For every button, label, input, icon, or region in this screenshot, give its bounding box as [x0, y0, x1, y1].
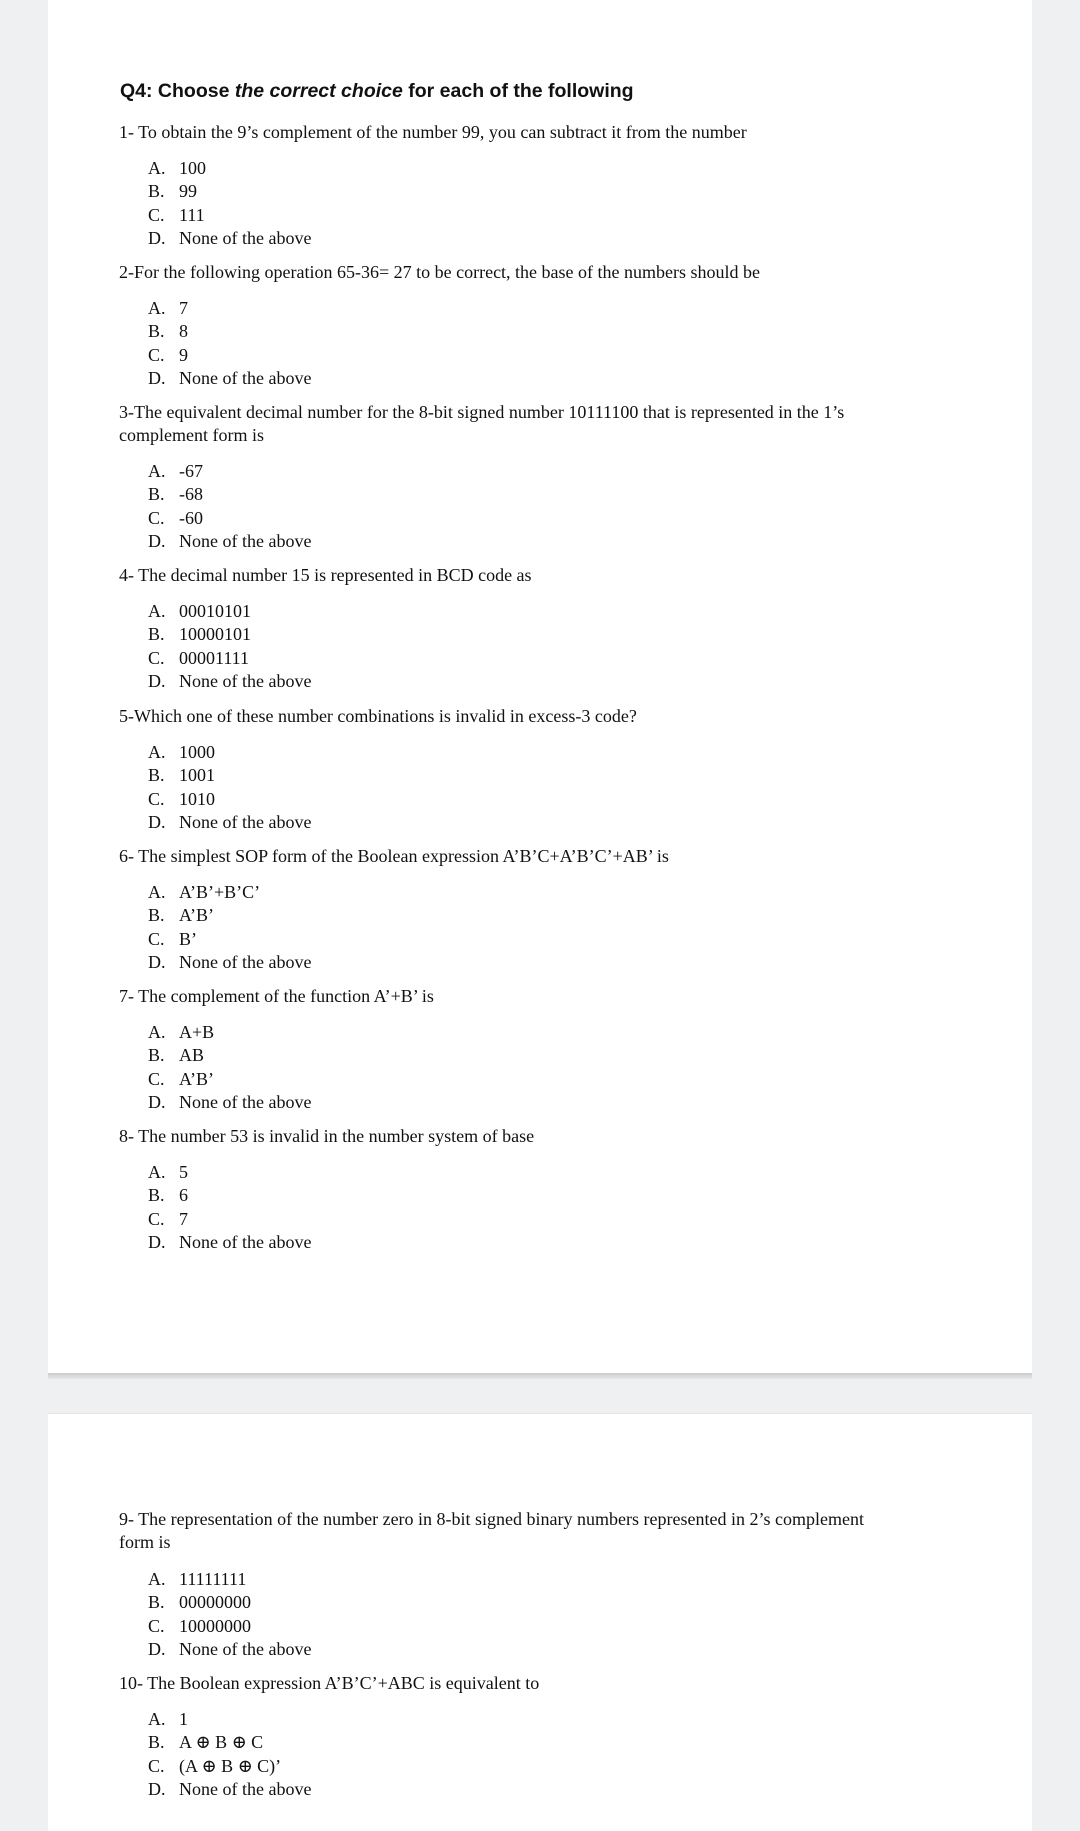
option-letter: D.	[148, 1778, 166, 1799]
answer-option	[148, 600, 311, 623]
answer-option	[148, 367, 311, 390]
option-list	[148, 1161, 311, 1254]
option-letter: A.	[148, 1162, 166, 1182]
option-letter: C.	[148, 1208, 165, 1229]
option-text: 8	[179, 321, 188, 342]
option-text: 5	[179, 1162, 188, 1182]
question-text: 6- The simplest SOP form of the Boolean expression A’B’C+A’B’C’+AB’ is	[119, 846, 669, 866]
option-letter: B.	[148, 1592, 165, 1613]
option-text: A’B’	[179, 905, 214, 926]
option-text: -60	[179, 507, 203, 528]
answer-option	[148, 811, 311, 834]
option-text: 1	[179, 1709, 188, 1729]
answer-option	[148, 1091, 311, 1114]
option-text: 11111111	[179, 1569, 247, 1589]
option-list	[148, 881, 311, 974]
option-text: 111	[179, 204, 205, 225]
option-text: -67	[179, 461, 203, 481]
option-letter: C.	[148, 507, 165, 528]
option-list	[148, 1708, 311, 1801]
option-text: 1001	[179, 765, 215, 786]
option-text: 1000	[179, 742, 215, 762]
option-letter: A.	[148, 742, 166, 762]
answer-option	[148, 1208, 311, 1231]
heading-suffix: for each of the following	[402, 80, 634, 102]
option-text: 10000000	[179, 1615, 251, 1636]
option-letter: D.	[148, 811, 166, 832]
option-letter: A.	[148, 298, 166, 318]
answer-option	[148, 1231, 311, 1254]
option-letter: B.	[148, 1732, 165, 1753]
option-text: A ⊕ B ⊕ C	[179, 1732, 264, 1753]
answer-option	[148, 670, 311, 693]
answer-option	[148, 344, 311, 367]
answer-option	[148, 951, 311, 974]
option-text: 100	[179, 158, 206, 178]
option-letter: B.	[148, 624, 165, 645]
answer-option	[148, 483, 311, 506]
option-text: -68	[179, 484, 203, 505]
answer-option	[148, 1731, 311, 1754]
option-list	[148, 460, 311, 553]
option-letter: D.	[148, 227, 166, 248]
option-text: None of the above	[179, 367, 312, 388]
option-list	[148, 741, 311, 834]
answer-option	[148, 507, 311, 530]
option-letter: A.	[148, 461, 166, 481]
option-text: None of the above	[179, 1778, 312, 1799]
answer-option	[148, 204, 311, 227]
option-letter: A.	[148, 882, 166, 902]
option-text: None of the above	[179, 530, 312, 551]
answer-option	[148, 741, 311, 764]
question-text: 9- The representation of the number zero in 8-bit signed binary numbers represented in 2’s complement form is	[119, 1509, 864, 1552]
section-heading	[120, 80, 634, 103]
heading-prefix: Q4: Choose	[120, 80, 235, 102]
answer-option	[148, 460, 311, 483]
option-letter: D.	[148, 1091, 166, 1112]
answer-option	[148, 881, 311, 904]
option-text: 1010	[179, 788, 215, 809]
answer-option	[148, 227, 311, 250]
option-list	[148, 297, 311, 390]
answer-option	[148, 1755, 311, 1778]
option-list	[148, 1568, 311, 1661]
question-text: 1- To obtain the 9’s complement of the number 99, you can subtract it from the number	[119, 122, 747, 142]
option-list	[148, 157, 311, 250]
option-text: 6	[179, 1185, 188, 1206]
option-letter: C.	[148, 204, 165, 225]
answer-option	[148, 904, 311, 927]
question-text: 5-Which one of these number combinations is invalid in excess-3 code?	[119, 706, 637, 726]
option-letter: D.	[148, 1231, 166, 1252]
answer-option	[148, 1615, 311, 1638]
option-list	[148, 600, 311, 693]
option-letter: A.	[148, 601, 166, 621]
answer-option	[148, 530, 311, 553]
option-letter: B.	[148, 321, 165, 342]
answer-option	[148, 1778, 311, 1801]
option-letter: B.	[148, 1185, 165, 1206]
answer-option	[148, 788, 311, 811]
option-letter: B.	[148, 484, 165, 505]
option-text: A’B’	[179, 1068, 214, 1089]
option-text: B’	[179, 928, 197, 949]
answer-option	[148, 297, 311, 320]
option-letter: C.	[148, 1615, 165, 1636]
question-text: 8- The number 53 is invalid in the number system of base	[119, 1126, 535, 1146]
option-letter: C.	[148, 788, 165, 809]
option-text: None of the above	[179, 951, 312, 972]
option-text: A’B’+B’C’	[179, 882, 261, 902]
option-text: 00001111	[179, 647, 249, 668]
answer-option	[148, 1708, 311, 1731]
answer-option	[148, 1068, 311, 1091]
question-text: 7- The complement of the function A’+B’ is	[119, 986, 434, 1006]
option-letter: C.	[148, 1068, 165, 1089]
answer-option	[148, 1638, 311, 1661]
answer-option	[148, 928, 311, 951]
option-text: None of the above	[179, 1231, 312, 1252]
option-letter: D.	[148, 367, 166, 388]
answer-option	[148, 180, 311, 203]
answer-option	[148, 157, 311, 180]
option-text: 00010101	[179, 601, 251, 621]
option-letter: D.	[148, 1638, 166, 1659]
option-letter: B.	[148, 905, 165, 926]
option-text: None of the above	[179, 811, 312, 832]
option-list	[148, 1021, 311, 1114]
option-text: 7	[179, 1208, 188, 1229]
option-letter: D.	[148, 951, 166, 972]
option-text: None of the above	[179, 670, 312, 691]
option-text: AB	[179, 1045, 205, 1066]
answer-option	[148, 1161, 311, 1184]
option-text: (A ⊕ B ⊕ C)’	[179, 1755, 282, 1776]
option-letter: C.	[148, 928, 165, 949]
option-text: 7	[179, 298, 188, 318]
answer-option	[148, 1591, 311, 1614]
question-text: 2-For the following operation 65-36= 27 to be correct, the base of the numbers should be	[119, 262, 760, 282]
option-letter: A.	[148, 1709, 166, 1729]
option-letter: C.	[148, 344, 165, 365]
answer-option	[148, 764, 311, 787]
answer-option	[148, 320, 311, 343]
answer-option	[148, 1184, 311, 1207]
option-letter: D.	[148, 670, 166, 691]
answer-option	[148, 1044, 311, 1067]
option-letter: C.	[148, 1755, 165, 1776]
option-letter: D.	[148, 530, 166, 551]
answer-option	[148, 1568, 311, 1591]
option-letter: A.	[148, 158, 166, 178]
question-text: 3-The equivalent decimal number for the 8-bit signed number 10111100 that is represented in the 1’s complement form is	[119, 402, 845, 445]
option-letter: C.	[148, 647, 165, 668]
option-letter: A.	[148, 1569, 166, 1589]
option-letter: B.	[148, 181, 165, 202]
heading-emphasis: the correct choice	[234, 80, 403, 102]
option-text: 99	[179, 181, 197, 202]
answer-option	[148, 1021, 311, 1044]
option-text: 10000101	[179, 624, 251, 645]
option-text: None of the above	[179, 1638, 312, 1659]
option-letter: A.	[148, 1022, 166, 1042]
option-letter: B.	[148, 765, 165, 786]
option-letter: B.	[148, 1045, 165, 1066]
page-divider	[48, 1373, 1032, 1379]
option-text: 9	[179, 344, 188, 365]
option-text: None of the above	[179, 1091, 312, 1112]
option-text: A+B	[179, 1022, 215, 1042]
question-text: 4- The decimal number 15 is represented in BCD code as	[119, 565, 532, 585]
answer-option	[148, 647, 311, 670]
question-text: 10- The Boolean expression A’B’C’+ABC is equivalent to	[119, 1673, 540, 1693]
answer-option	[148, 623, 311, 646]
option-text: None of the above	[179, 227, 312, 248]
option-text: 00000000	[179, 1592, 251, 1613]
